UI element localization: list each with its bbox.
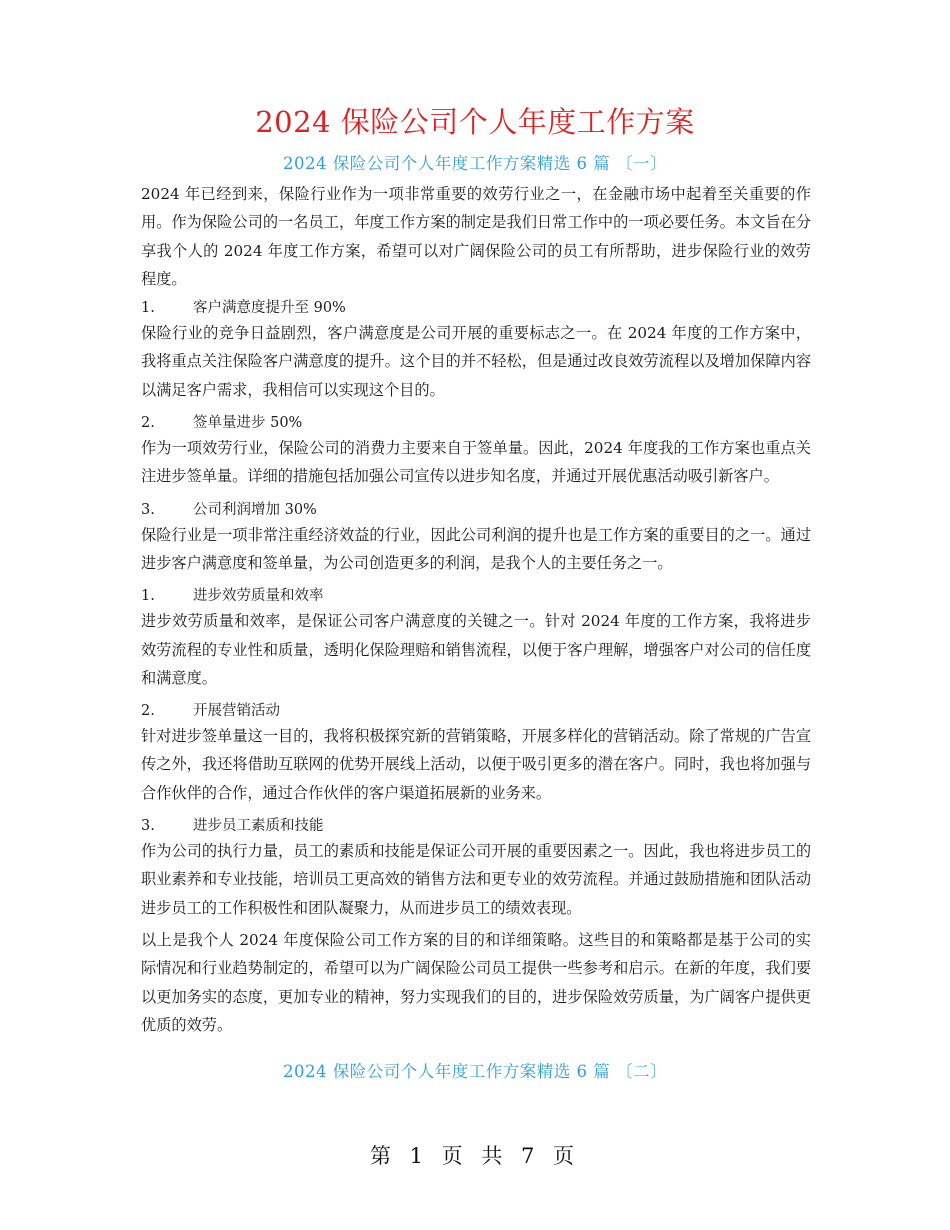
strategy-heading-1: [141, 585, 811, 607]
goal-number: 3.: [141, 501, 155, 518]
strategy-number: 1.: [141, 588, 155, 605]
strategy-paragraph-3: 作为公司的执行力量，员工的素质和技能是保证公司开展的重要因素之一。因此，我也将进步员工的职业素养和专业技能，培训员工更高效的销售方法和更专业的效劳流程。并通过鼓励措施和团队活动进步员工的工作积极性和团队凝聚力，从而进步员工的绩效表现。: [141, 842, 811, 917]
goal-heading-3: [141, 499, 811, 521]
goal-paragraph-2: 作为一项效劳行业，保险公司的消费力主要来自于签单量。因此，2024 年度我的工作方案也重点关注进步签单量。详细的措施包括加强公司宣传以进步知名度，并通过开展优惠活动吸引新客户。: [141, 439, 811, 486]
intro-paragraph: 2024 年已经到来，保险行业作为一项非常重要的效劳行业之一，在金融市场中起着至关重要的作用。作为保险公司的一名员工，年度工作方案的制定是我们日常工作中的一项必要任务。本文旨在分享我个人的 2024 年度工作方案，希望可以对广阔保险公司的员工有所帮助，进步保险行业的效劳程度。: [141, 185, 811, 288]
goal-title: 签单量进步 50%: [193, 415, 303, 432]
strategy-number: 3.: [141, 818, 155, 835]
goal-paragraph-3: 保险行业是一项非常注重经济效益的行业，因此公司利润的提升也是工作方案的重要目的之一。通过进步客户满意度和签单量，为公司创造更多的利润，是我个人的主要任务之一。: [141, 525, 811, 572]
goal-paragraph-1: 保险行业的竞争日益剧烈，客户满意度是公司开展的重要标志之一。在 2024 年度的工作方案中，我将重点关注保险客户满意度的提升。这个目的并不轻松，但是通过改良效劳流程以及增加保障内容以满足客户需求，我相信可以实现这个目的。: [141, 324, 811, 399]
goal-title: 客户满意度提升至 90%: [193, 300, 346, 317]
strategy-title: 进步员工素质和技能: [193, 818, 324, 835]
section-heading-2: 2024 保险公司个人年度工作方案精选 6 篇 〔二〕: [283, 1062, 667, 1081]
section-heading-1: 2024 保险公司个人年度工作方案精选 6 篇 〔一〕: [283, 154, 667, 173]
strategy-heading-3: [141, 815, 811, 837]
goal-number: 2.: [141, 415, 155, 432]
goal-title: 公司利润增加 30%: [193, 501, 317, 518]
document-title: 2024 保险公司个人年度工作方案: [255, 105, 695, 139]
goal-heading-2: [141, 412, 811, 434]
strategy-paragraph-1: 进步效劳质量和效率，是保证公司客户满意度的关键之一。针对 2024 年度的工作方案，我将进步效劳流程的专业性和质量，透明化保险理赔和销售流程，以便于客户理解，增强客户对公司的信任度和满意度。: [141, 612, 811, 687]
goal-number: 1.: [141, 300, 155, 317]
strategy-heading-2: [141, 700, 811, 722]
conclusion-paragraph: 以上是我个人 2024 年度保险公司工作方案的目的和详细策略。这些目的和策略都是基于公司的实际情况和行业趋势制定的，希望可以为广阔保险公司员工提供一些参考和启示。在新的年度，我们要以更加务实的态度，更加专业的精神，努力实现我们的目的，进步保险效劳质量，为广阔客户提供更优质的效劳。: [141, 930, 811, 1034]
document-body: [141, 180, 811, 1039]
strategy-number: 2.: [141, 703, 155, 720]
strategy-title: 开展营销活动: [193, 703, 280, 720]
page-number-footer: 第 1 页 共 7 页: [369, 1144, 581, 1168]
strategy-paragraph-2: 针对进步签单量这一目的，我将积极探究新的营销策略，开展多样化的营销活动。除了常规的广告宣传之外，我还将借助互联网的优势开展线上活动，以便于吸引更多的潜在客户。同时，我也将加强与合作伙伴的合作，通过合作伙伴的客户渠道拓展新的业务来。: [141, 727, 811, 802]
strategy-title: 进步效劳质量和效率: [193, 588, 324, 605]
goal-heading-1: [141, 297, 811, 319]
